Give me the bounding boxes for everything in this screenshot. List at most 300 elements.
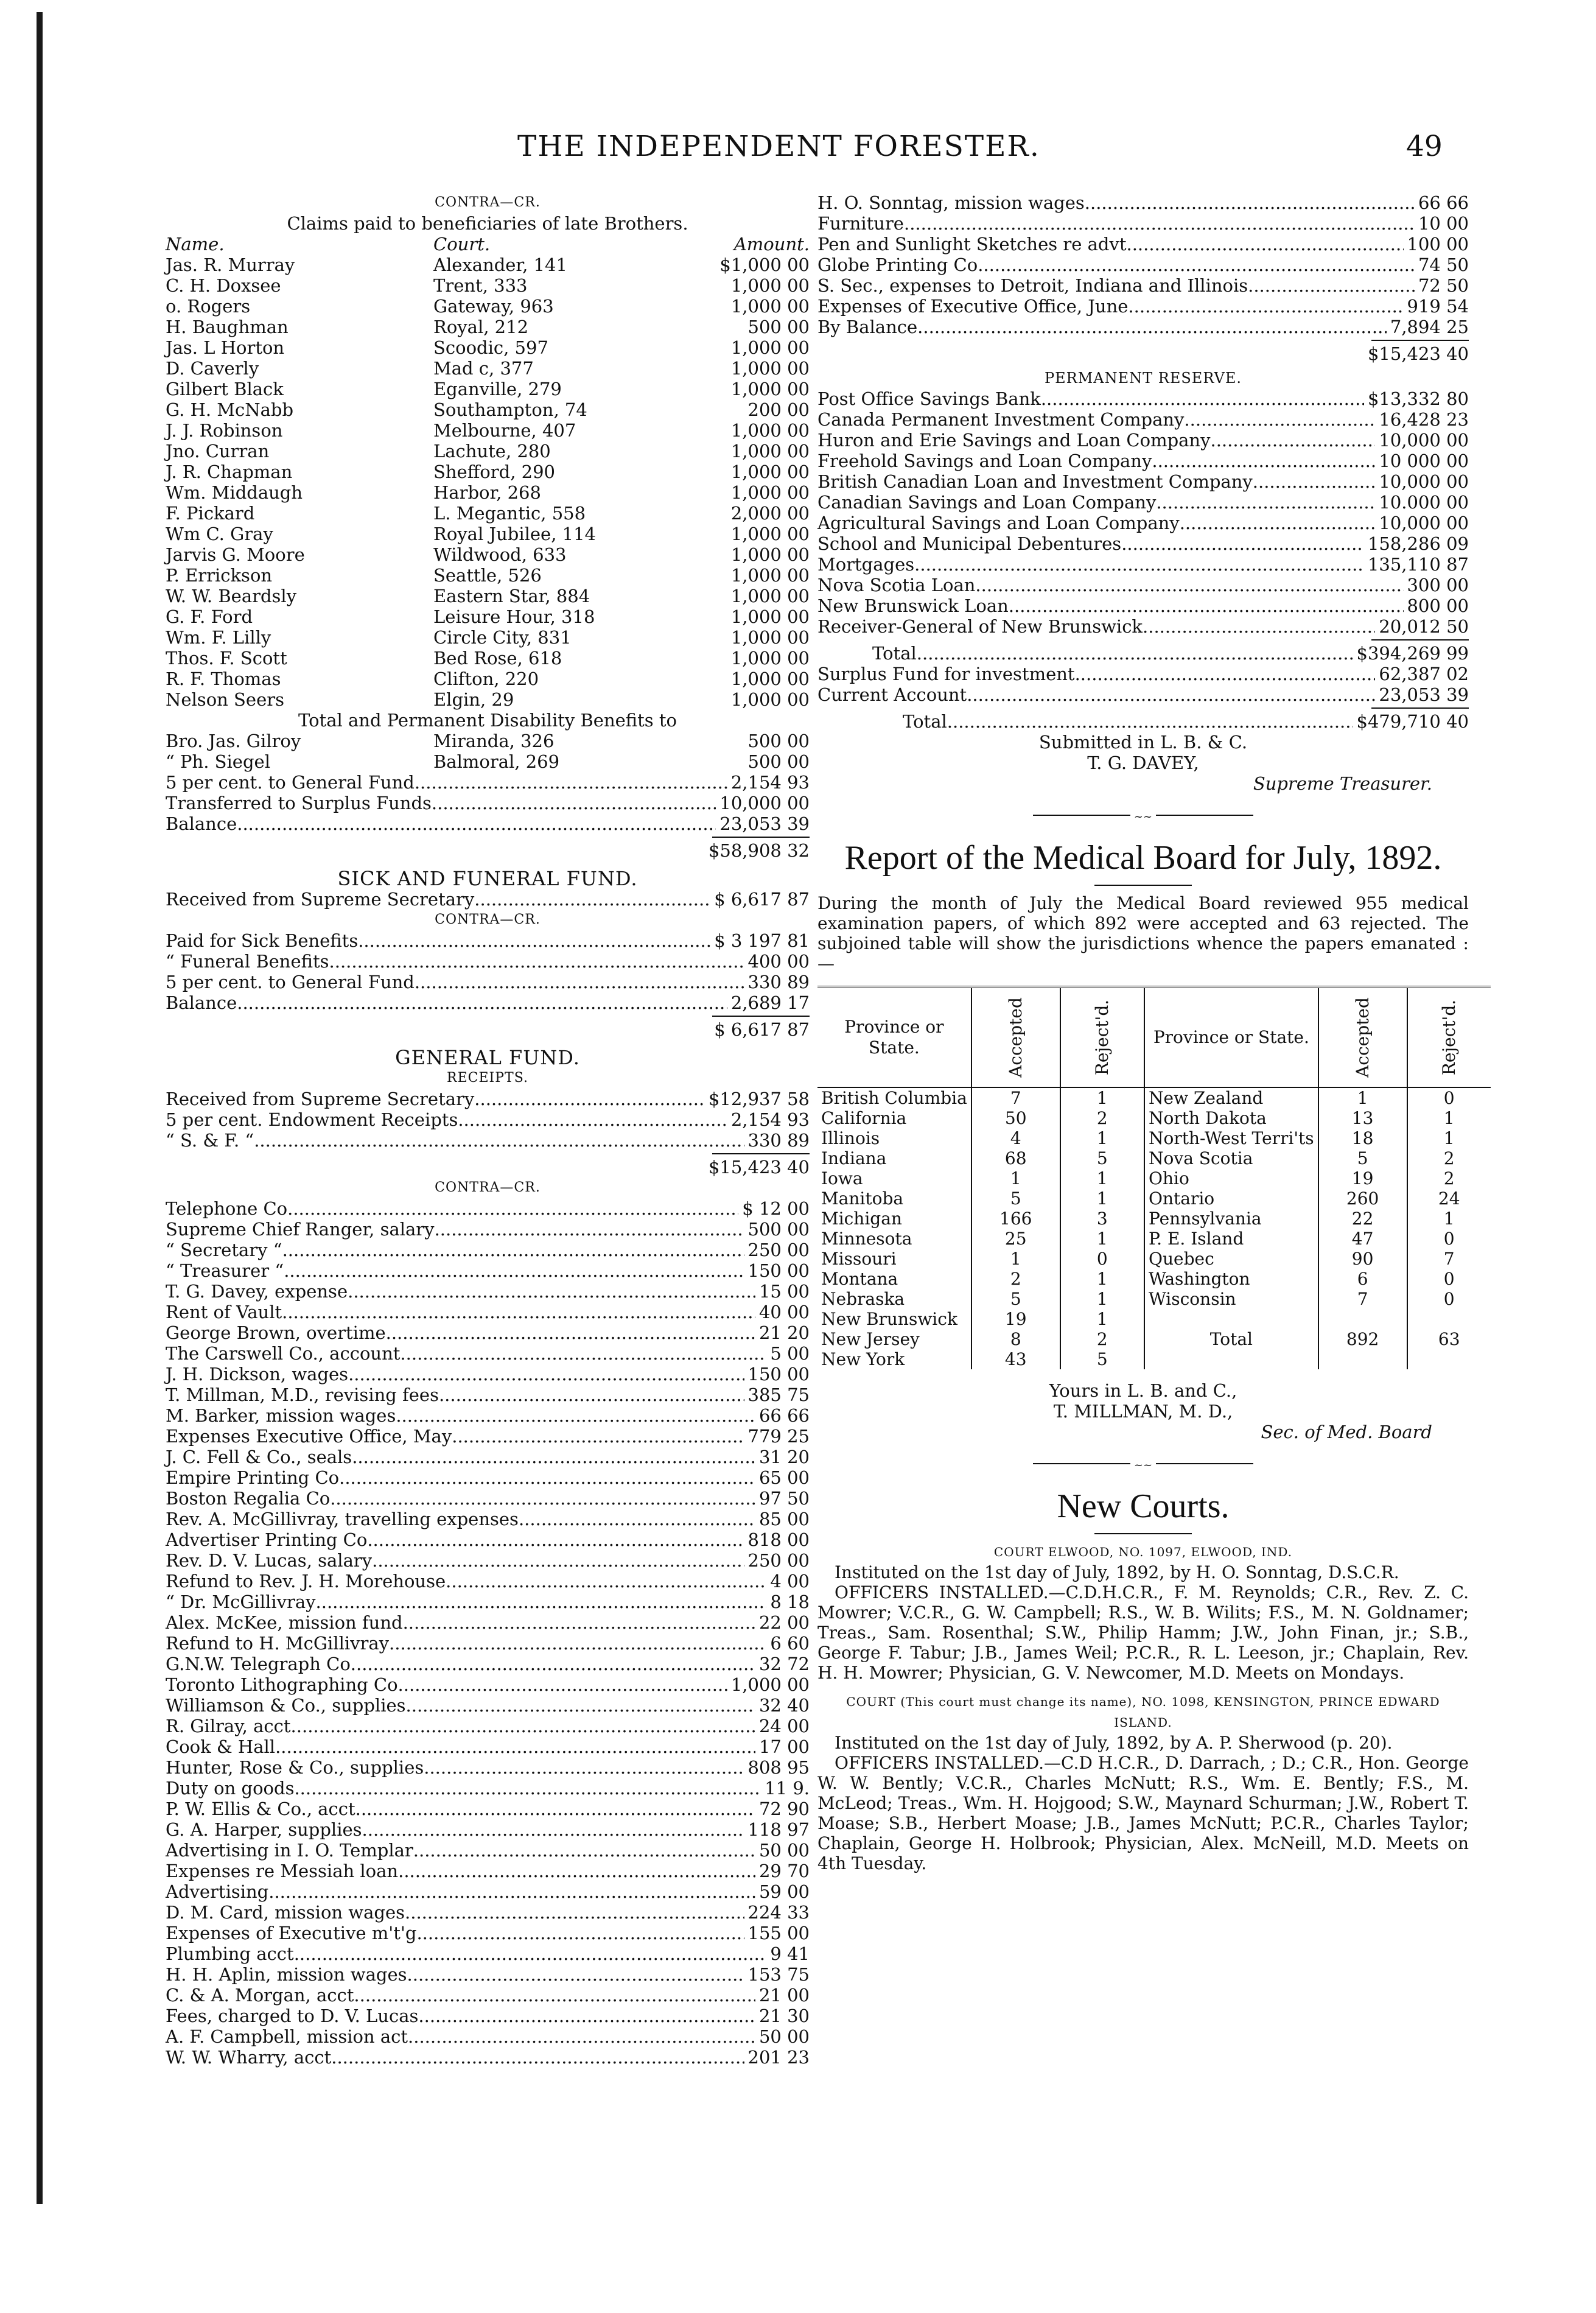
row-amount: 20,012 50 <box>1379 616 1469 637</box>
claim-amount: 1,000 00 <box>730 565 810 586</box>
row-amount: 8 18 <box>770 1592 810 1612</box>
table-row <box>817 1168 1491 1188</box>
expense-row <box>166 1322 810 1343</box>
leader-dots <box>268 1881 755 1902</box>
reserve-row <box>817 513 1469 533</box>
transfers-list <box>166 772 810 834</box>
reserve-row <box>817 664 1469 684</box>
claim-name: o. Rogers <box>166 296 251 317</box>
row-amount: $13,332 80 <box>1367 388 1469 409</box>
leader-dots <box>975 575 1403 595</box>
row-label: M. Barker, mission wages <box>166 1405 396 1426</box>
rejected-cell: 0 <box>1443 1269 1455 1289</box>
disability-list <box>166 731 810 772</box>
accepted-cell: 22 <box>1318 1209 1407 1229</box>
claim-row <box>166 689 810 710</box>
expense-row <box>166 1943 810 1964</box>
expense-row <box>166 1964 810 1985</box>
claim-row <box>166 648 810 669</box>
row-label: New Brunswick Loan <box>817 595 1009 616</box>
row-label: Telephone Co <box>166 1198 288 1219</box>
row-amount: $ 6,617 87 <box>714 889 810 910</box>
row-amount: 818 00 <box>747 1529 810 1550</box>
row-label: Advertiser Printing Co <box>166 1529 368 1550</box>
row-amount: $394,269 99 <box>1356 643 1469 664</box>
transfer-row <box>166 793 810 813</box>
row-label: British Canadian Loan and Investment Company <box>817 471 1253 492</box>
row-amount: $12,937 58 <box>708 1089 810 1109</box>
rejected-cell: 1 <box>1443 1128 1455 1148</box>
row-amount: 59 00 <box>758 1881 810 1902</box>
expense-row <box>817 317 1469 337</box>
court-instituted: Instituted on the 1st day of July, 1892, by A. P. Sherwood (p. 20). <box>835 1733 1393 1753</box>
expense-row <box>166 1757 810 1778</box>
claim-row <box>166 420 810 441</box>
claim-amount: 1,000 00 <box>730 524 810 544</box>
claim-court: Harbor, 268 <box>433 482 541 503</box>
rule <box>712 837 810 838</box>
leader-dots <box>1180 513 1376 533</box>
leader-dots <box>904 213 1415 234</box>
leader-dots <box>287 1198 738 1219</box>
row-label: T. G. Davey, expense <box>166 1281 348 1302</box>
col-rejected: Reject'd. <box>1407 987 1491 1087</box>
row-amount: 330 89 <box>747 972 810 992</box>
claim-name: Jas. L Horton <box>166 337 285 358</box>
claim-court: Scoodic, 597 <box>433 337 548 358</box>
table-row <box>817 1289 1491 1309</box>
court-officers: OFFICERS INSTALLED.—C.D H.C.R., D. Darrach, ; D.; C.R., Hon. George W. W. Bently; V.C.R., Charles McNutt; R.S., Wm. E. Bently; F.S., M. McLeod; Treas., Wm. H. Hojgood; S.W., Maynard Schurman; J.W., Robert T. Moase; S.B., Herbert Moase; J.B., James McNutt; P.C.R., Charles Taylor; Chaplain, George H. Holbrook; Physician, Alex. McNeill, M.D. Meets on 4th Tuesday. <box>817 1753 1469 1873</box>
leader-dots <box>415 972 744 992</box>
sick-row <box>166 972 810 992</box>
expense-row <box>166 1447 810 1467</box>
row-label: Expenses of Executive m't'g <box>166 1923 417 1943</box>
expense-row <box>166 1260 810 1281</box>
leader-dots <box>418 2006 755 2026</box>
table-row <box>817 1128 1491 1148</box>
row-amount: 2,154 93 <box>730 772 810 793</box>
leader-dots <box>407 1964 744 1985</box>
table-row <box>817 1349 1491 1369</box>
claim-row <box>166 441 810 462</box>
claim-amount: 1,000 00 <box>730 358 810 379</box>
reserve-row <box>817 554 1469 575</box>
leader-dots <box>339 1467 755 1488</box>
court-officers: OFFICERS INSTALLED.—C.D.H.C.R., F. M. Reynolds; C.R., Rev. Z. C. Mowrer; V.C.R., G. W. Campbell; R.S., W. B. Wilits; F.S., M. N. Goldnamer; Treas., Sam. Rosenthal; S.W., Philip Hamm; J.W., John Finan, jr.; S.B., George F. Tabur; J.B., James Weil; P.C.R., R. L. Leeson, jr.; Chaplain, Rev. H. H. Mowrer; Physician, G. V. Newcomer, M.D. Meets on Mondays. <box>817 1582 1469 1683</box>
row-label: Duty on goods <box>166 1778 295 1799</box>
sick-row <box>166 951 810 972</box>
sick-total: $ 6,617 87 <box>714 1019 810 1040</box>
row-amount: 135,110 87 <box>1367 554 1469 575</box>
rejected-cell: 2 <box>1443 1168 1455 1188</box>
contra-heading: CONTRA—CR. <box>435 912 541 927</box>
row-label: Hunter, Rose & Co., supplies <box>166 1757 424 1778</box>
row-amount: 74 50 <box>1418 254 1469 275</box>
page-gutter <box>0 0 43 2313</box>
rejected-cell: 1 <box>1060 1309 1144 1329</box>
row-label: J. C. Fell & Co., seals <box>166 1447 352 1467</box>
expense-row <box>166 1198 810 1219</box>
accepted-cell: 8 <box>971 1329 1060 1349</box>
expense-row <box>166 1219 810 1240</box>
claim-row <box>166 254 810 275</box>
row-label: Freehold Savings and Loan Company <box>817 451 1152 471</box>
total-row <box>166 840 810 861</box>
row-amount: 62,387 02 <box>1379 664 1469 684</box>
rejected-cell: 2 <box>1060 1108 1144 1128</box>
table-row <box>817 1108 1491 1128</box>
province-cell: Quebec <box>1144 1249 1318 1269</box>
claim-row <box>166 337 810 358</box>
row-label: Fees, charged to D. V. Lucas <box>166 2006 419 2026</box>
expense-row <box>817 234 1469 254</box>
province-cell: North-West Terri'ts <box>1144 1128 1318 1148</box>
col-province: Province or State. <box>817 987 971 1087</box>
province-cell: Iowa <box>817 1168 971 1188</box>
row-amount: 400 00 <box>747 951 810 972</box>
reserve-row <box>817 533 1469 554</box>
claim-amount: 200 00 <box>747 399 810 420</box>
expense-row <box>166 1281 810 1302</box>
reserve-total-row <box>817 643 1469 664</box>
expense-row <box>166 2006 810 2026</box>
row-label: 5 per cent. to General Fund <box>166 972 415 992</box>
accepted-cell: 6 <box>1318 1269 1407 1289</box>
claim-row <box>166 399 810 420</box>
row-label: D. M. Card, mission wages <box>166 1902 405 1923</box>
row-label: Transferred to Surplus Funds <box>166 793 432 813</box>
leader-dots <box>237 813 716 834</box>
reserve-row <box>817 492 1469 513</box>
expense-row <box>166 1985 810 2006</box>
claim-amount: 1,000 00 <box>730 337 810 358</box>
province-cell: New Zealand <box>1144 1087 1318 1108</box>
left-column <box>166 192 810 2068</box>
court-heading: COURT ELWOOD, NO. 1097, ELWOOD, IND. <box>993 1545 1293 1559</box>
leader-dots <box>400 1343 766 1364</box>
row-label: Mortgages <box>817 554 915 575</box>
province-cell: P. E. Island <box>1144 1229 1318 1249</box>
row-amount: 31 20 <box>758 1447 810 1467</box>
accepted-cell: 166 <box>971 1209 1060 1229</box>
leader-dots <box>389 1633 766 1654</box>
province-cell: Nebraska <box>817 1289 971 1309</box>
col-accepted: Accepted <box>1318 987 1407 1087</box>
page-title: THE INDEPENDENT FORESTER. <box>517 130 1040 163</box>
accepted-cell: 5 <box>1318 1148 1407 1168</box>
leader-dots <box>435 1219 744 1240</box>
leader-dots <box>237 992 727 1013</box>
claim-name: Wm C. Gray <box>166 524 273 544</box>
expense-row <box>166 1550 810 1571</box>
row-label: George Brown, overtime <box>166 1322 386 1343</box>
rejected-cell: 1 <box>1060 1289 1144 1309</box>
leader-dots <box>1121 533 1364 554</box>
general-fund-continued <box>817 192 1469 337</box>
row-label: Williamson & Co., supplies <box>166 1695 406 1716</box>
rejected-cell: 0 <box>1443 1229 1455 1249</box>
row-label: Pen and Sunlight Sketches re advt <box>817 234 1127 254</box>
row-label: “ S. & F. “ <box>166 1130 254 1151</box>
claim-name: C. H. Doxsee <box>166 275 281 296</box>
row-amount: 66 66 <box>1418 192 1469 213</box>
expense-row <box>166 1467 810 1488</box>
row-label: Rev. D. V. Lucas, salary <box>166 1550 373 1571</box>
claim-court: Leisure Hour, 318 <box>433 606 595 627</box>
row-amount: 21 30 <box>758 2006 810 2026</box>
expense-row <box>166 1633 810 1654</box>
leader-dots <box>354 1985 755 2006</box>
expense-row <box>166 1840 810 1861</box>
row-label: Surplus Fund for investment <box>817 664 1075 684</box>
row-label: A. F. Campbell, mission act <box>166 2026 408 2047</box>
row-amount: 7,894 25 <box>1390 317 1469 337</box>
contra-heading: CONTRA—CR. <box>435 1180 541 1195</box>
row-label: Balance <box>166 813 237 834</box>
sick-row <box>166 930 810 951</box>
row-label: G. A. Harper, supplies <box>166 1819 362 1840</box>
leader-dots <box>254 1130 744 1151</box>
province-cell: Wisconsin <box>1144 1289 1318 1309</box>
claim-court: Seattle, 526 <box>433 565 542 586</box>
row-label: Expenses re Messiah loan <box>166 1861 399 1881</box>
province-cell: Illinois <box>817 1128 971 1148</box>
expenses-list <box>166 1198 810 2068</box>
table-row <box>817 1269 1491 1289</box>
accepted-cell: 18 <box>1318 1128 1407 1148</box>
leader-dots <box>352 1447 755 1467</box>
col-name: Name. <box>166 234 225 254</box>
row-label: Alex. McKee, mission fund <box>166 1612 403 1633</box>
row-label: “ Secretary “ <box>166 1240 282 1260</box>
row-amount: 23,053 39 <box>1379 684 1469 705</box>
expense-row <box>166 1488 810 1509</box>
row-amount: 385 75 <box>747 1385 810 1405</box>
row-label: Nova Scotia Loan <box>817 575 976 595</box>
claim-amount: 1,000 00 <box>730 669 810 689</box>
row-label: Rev. A. McGillivray, travelling expenses <box>166 1509 519 1529</box>
accepted-cell: 4 <box>971 1128 1060 1148</box>
claim-row <box>166 751 810 772</box>
province-cell: Washington <box>1144 1269 1318 1289</box>
accepted-cell: 892 <box>1318 1329 1407 1349</box>
accepted-cell: 5 <box>971 1289 1060 1309</box>
province-cell: Missouri <box>817 1249 971 1269</box>
leader-dots <box>367 1529 744 1550</box>
row-amount: 50 00 <box>758 2026 810 2047</box>
row-amount: 21 20 <box>758 1322 810 1343</box>
claim-court: Royal, 212 <box>433 317 529 337</box>
rejected-cell: 1 <box>1060 1128 1144 1148</box>
province-cell: Nova Scotia <box>1144 1148 1318 1168</box>
row-amount: 10 00 <box>1418 213 1469 234</box>
row-amount: 201 23 <box>747 2047 810 2068</box>
row-amount: $ 12 00 <box>742 1198 810 1219</box>
row-label: Globe Printing Co <box>817 254 978 275</box>
expense-row <box>166 1736 810 1757</box>
claim-row <box>166 275 810 296</box>
claim-name: P. Errickson <box>166 565 273 586</box>
leader-dots <box>474 1089 705 1109</box>
row-label: 5 per cent. to General Fund <box>166 772 415 793</box>
claim-amount: 1,000 00 <box>730 689 810 710</box>
jurisdictions-table <box>817 986 1491 1369</box>
claim-name: H. Baughman <box>166 317 289 337</box>
claim-amount: 1,000 00 <box>730 648 810 669</box>
claim-court: Trent, 333 <box>433 275 528 296</box>
row-amount: 97 50 <box>758 1488 810 1509</box>
row-amount: 150 00 <box>747 1364 810 1385</box>
expense-row <box>166 1385 810 1405</box>
leader-dots <box>316 1592 767 1612</box>
row-label: Canada Permanent Investment Company <box>817 409 1185 430</box>
row-amount: 29 70 <box>758 1861 810 1881</box>
claim-row <box>166 296 810 317</box>
row-amount: 1,000 00 <box>730 1674 810 1695</box>
accepted-cell: 19 <box>1318 1168 1407 1188</box>
row-amount: 5 00 <box>770 1343 810 1364</box>
medical-signature-title: Sec. of Med. Board <box>1261 1422 1432 1442</box>
expense-row <box>817 213 1469 234</box>
accepted-cell: 1 <box>1318 1087 1407 1108</box>
claim-row <box>166 544 810 565</box>
rejected-cell: 0 <box>1443 1289 1455 1309</box>
leader-dots <box>439 1385 744 1405</box>
table-row <box>817 1229 1491 1249</box>
row-amount: 85 00 <box>758 1509 810 1529</box>
leader-dots <box>294 1778 761 1799</box>
row-amount: 300 00 <box>1407 575 1469 595</box>
row-amount: 72 90 <box>758 1799 810 1819</box>
claim-court: L. Megantic, 558 <box>433 503 586 524</box>
col-accepted: Accepted <box>971 987 1060 1087</box>
leader-dots <box>432 793 716 813</box>
leader-dots <box>330 1488 755 1509</box>
leader-dots <box>413 1840 755 1861</box>
row-label: Current Account <box>817 684 967 705</box>
row-label: Refund to Rev. J. H. Morehouse <box>166 1571 446 1592</box>
rejected-cell <box>1407 1309 1491 1329</box>
claim-name: Nelson Seers <box>166 689 284 710</box>
province-cell: New Jersey <box>817 1329 971 1349</box>
claim-row <box>166 462 810 482</box>
row-amount: 11 9. <box>765 1778 810 1799</box>
row-label: R. Gilray, acct <box>166 1716 291 1736</box>
row-label: Received from Supreme Secretary <box>166 1089 475 1109</box>
province-cell: Michigan <box>817 1209 971 1229</box>
row-label: Advertising <box>166 1881 269 1902</box>
leader-dots <box>405 1902 744 1923</box>
province-cell: British Columbia <box>817 1087 971 1108</box>
leader-dots <box>284 1260 744 1281</box>
rejected-cell: 2 <box>1060 1329 1144 1349</box>
claim-amount: 500 00 <box>747 317 810 337</box>
accepted-cell: 43 <box>971 1349 1060 1369</box>
row-label: Total. <box>903 711 953 732</box>
province-cell: California <box>817 1108 971 1128</box>
row-label: Total <box>872 643 917 664</box>
col-amount: Amount. <box>733 234 810 254</box>
leader-dots <box>1126 234 1403 254</box>
row-amount: 250 00 <box>747 1240 810 1260</box>
claim-amount: 1,000 00 <box>730 586 810 606</box>
claim-row <box>166 358 810 379</box>
rejected-cell: 1 <box>1060 1168 1144 1188</box>
expense-row <box>166 1364 810 1385</box>
rule <box>712 1153 810 1154</box>
province-cell: Montana <box>817 1269 971 1289</box>
row-label: School and Municipal Debentures <box>817 533 1122 554</box>
leader-dots <box>1041 388 1364 409</box>
row-amount: 158,286 09 <box>1367 533 1469 554</box>
leader-dots <box>1128 296 1403 317</box>
table-row <box>817 1209 1491 1229</box>
row-label: Supreme Chief Ranger, salary <box>166 1219 435 1240</box>
medical-report-title: Report of the Medical Board for July, 1892. <box>844 839 1442 877</box>
col-rejected: Reject'd. <box>1060 987 1144 1087</box>
leader-dots <box>275 1736 755 1757</box>
province-cell: Manitoba <box>817 1188 971 1209</box>
claim-amount: 1,000 00 <box>730 627 810 648</box>
expense-row <box>166 1529 810 1550</box>
row-amount: 2,154 93 <box>730 1109 810 1130</box>
claim-court: Alexander, 141 <box>433 254 567 275</box>
claim-court: Miranda, 326 <box>433 731 555 751</box>
claim-amount: 1,000 00 <box>730 296 810 317</box>
row-amount: 250 00 <box>747 1550 810 1571</box>
province-cell: Indiana <box>817 1148 971 1168</box>
reserve-list <box>817 388 1469 637</box>
submitted-name: T. G. DAVEY, <box>1087 753 1199 773</box>
general-heading: GENERAL FUND. <box>395 1046 580 1069</box>
leader-dots <box>406 1695 755 1716</box>
divider-ornament: ~~ <box>817 1452 1469 1476</box>
claim-amount: 1,000 00 <box>730 379 810 399</box>
leader-dots <box>1248 275 1415 296</box>
leader-dots <box>398 1674 727 1695</box>
claim-court: Eganville, 279 <box>433 379 562 399</box>
row-label: Expenses of Executive Office, June <box>817 296 1129 317</box>
claim-row <box>166 379 810 399</box>
claim-amount: $1,000 00 <box>719 254 810 275</box>
claim-amount: 500 00 <box>747 731 810 751</box>
province-cell: New Brunswick <box>817 1309 971 1329</box>
accepted-cell: 260 <box>1318 1188 1407 1209</box>
top-total-row <box>817 343 1469 364</box>
table-row <box>817 1309 1491 1329</box>
claim-name: Jarvis G. Moore <box>166 544 305 565</box>
receipt-row <box>166 1130 810 1151</box>
leader-dots <box>291 1716 755 1736</box>
claim-row <box>166 627 810 648</box>
row-amount: 32 40 <box>758 1695 810 1716</box>
row-label: Canadian Savings and Loan Company <box>817 492 1157 513</box>
row-label: G.N.W. Telegraph Co <box>166 1654 351 1674</box>
row-label: H. H. Aplin, mission wages <box>166 1964 407 1985</box>
expense-row <box>166 1923 810 1943</box>
claim-name: Jas. R. Murray <box>166 254 295 275</box>
rejected-cell: 63 <box>1438 1329 1460 1349</box>
sick-items <box>166 930 810 1013</box>
leader-dots <box>331 2047 744 2068</box>
row-label: By Balance <box>817 317 918 337</box>
rejected-cell: 0 <box>1060 1249 1144 1269</box>
row-amount: 22 00 <box>758 1612 810 1633</box>
claim-name: G. F. Ford <box>166 606 253 627</box>
reserve-row <box>817 684 1469 705</box>
row-amount: 2,689 17 <box>730 992 810 1013</box>
row-label: Boston Regalia Co <box>166 1488 331 1509</box>
